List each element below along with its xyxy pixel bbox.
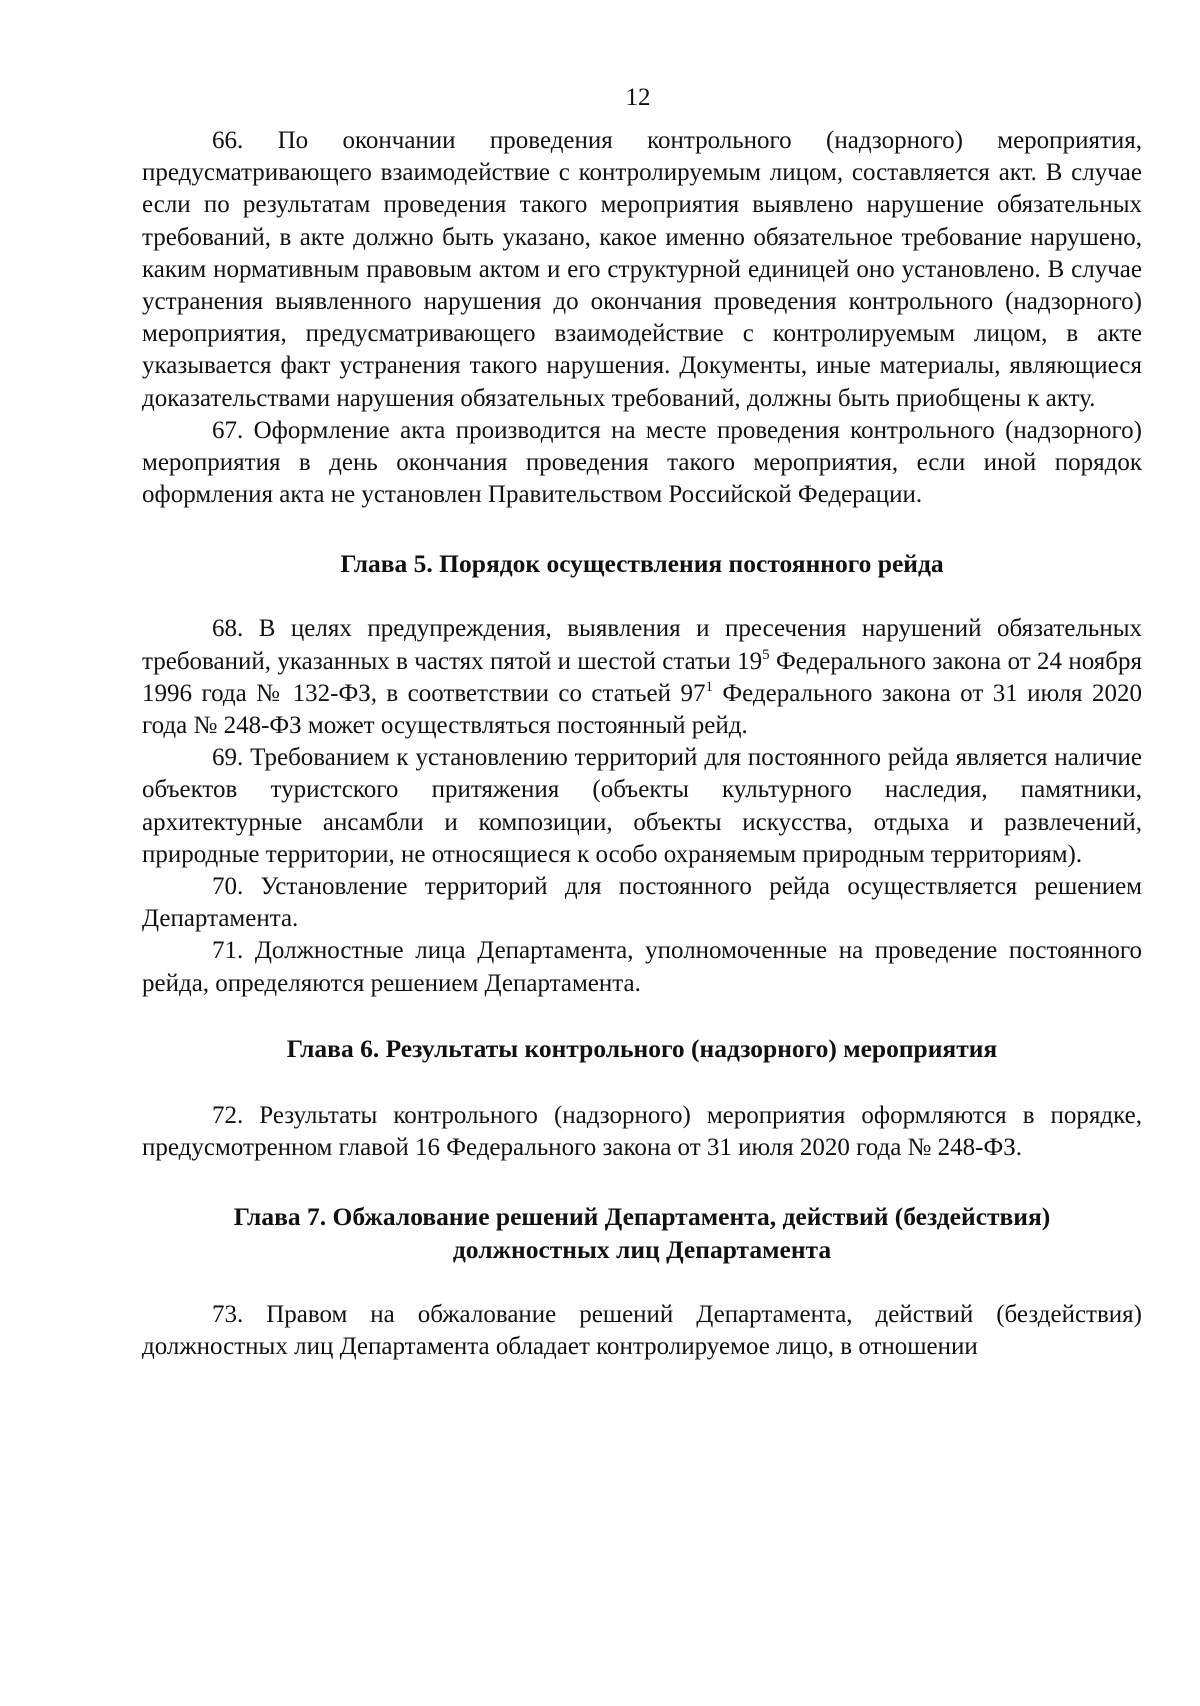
paragraph-70: 70. Установление территорий для постоянного рейда осуществляется решением Департамента. bbox=[142, 873, 1142, 933]
paragraph-67: 67. Оформление акта производится на месте проведения контрольного (надзорного) мероприятия в день окончания проведения такого мероприятия, если иной порядок оформления акта не установлен Правительством Российской Федерации. bbox=[142, 416, 1142, 509]
paragraph-68-part2: Федерального закона от 24 ноября 1996 года № 132-ФЗ, в соответствии со статьей 97 bbox=[142, 647, 1143, 707]
paragraph-69: 69. Требованием к установлению территорий для постоянного рейда является наличие объектов туристского притяжения (объекты культурного наследия, памятники, архитектурные ансамбли и композиции, объекты искусства, отдыха и развлечений, природные территории, не относящиеся к особо охраняемым природным территориям). bbox=[142, 744, 1142, 868]
paragraph-68-part1: 68. В целях предупреждения, выявления и пресечения нарушений обязательных требований, указанных в частях пятой и шестой статьи 19 bbox=[142, 615, 1142, 675]
chapter-5-heading: Глава 5. Порядок осуществления постоянного рейда bbox=[340, 549, 944, 579]
paragraph-71: 71. Должностные лица Департамента, уполномоченные на проведение постоянного рейда, определяются решением Департамента. bbox=[142, 937, 1142, 997]
paragraph-73: 73. Правом на обжалование решений Департамента, действий (бездействия) должностных лиц Департамента обладает контролируемое лицо, в отношении bbox=[142, 1301, 1142, 1361]
paragraph-68 bbox=[142, 613, 1142, 742]
paragraph-68-part3: Федерального закона от 31 июля 2020 года № 248-ФЗ может осуществляться постоянный рейд. bbox=[142, 679, 1142, 740]
document-body bbox=[142, 125, 1142, 1364]
chapter-7-heading: Глава 7. Обжалование решений Департамента, действий (бездействия) должностных лиц Департамента bbox=[233, 1202, 1051, 1265]
paragraph-72: 72. Результаты контрольного (надзорного) мероприятия оформляются в порядке, предусмотренном главой 16 Федерального закона от 31 июля 2020 года № 248-ФЗ. bbox=[142, 1101, 1142, 1162]
superscript-1: 1 bbox=[705, 678, 713, 695]
paragraph-66: 66. По окончании проведения контрольного (надзорного) мероприятия, предусматривающего взаимодействие с контролируемым лицом, составляется акт. В случае если по результатам проведения такого мероприятия выявлено нарушение обязательных требований, в акте должно быть указано, какое именно обязательное требование нарушено, каким нормативным правовым актом и его структурной единицей оно установлено. В случае устранения выявленного нарушения до окончания проведения контрольного (надзорного) мероприятия, предусматривающего взаимодействие с контролируемым лицом, в акте указывается факт устранения такого нарушения. Документы, иные материалы, являющиеся доказательствами нарушения обязательных требований, должны быть приобщены к акту. bbox=[142, 127, 1142, 412]
chapter-6-heading: Глава 6. Результаты контрольного (надзорного) мероприятия bbox=[286, 1033, 998, 1063]
page-number: 12 bbox=[625, 84, 651, 111]
superscript-5: 5 bbox=[762, 646, 770, 663]
